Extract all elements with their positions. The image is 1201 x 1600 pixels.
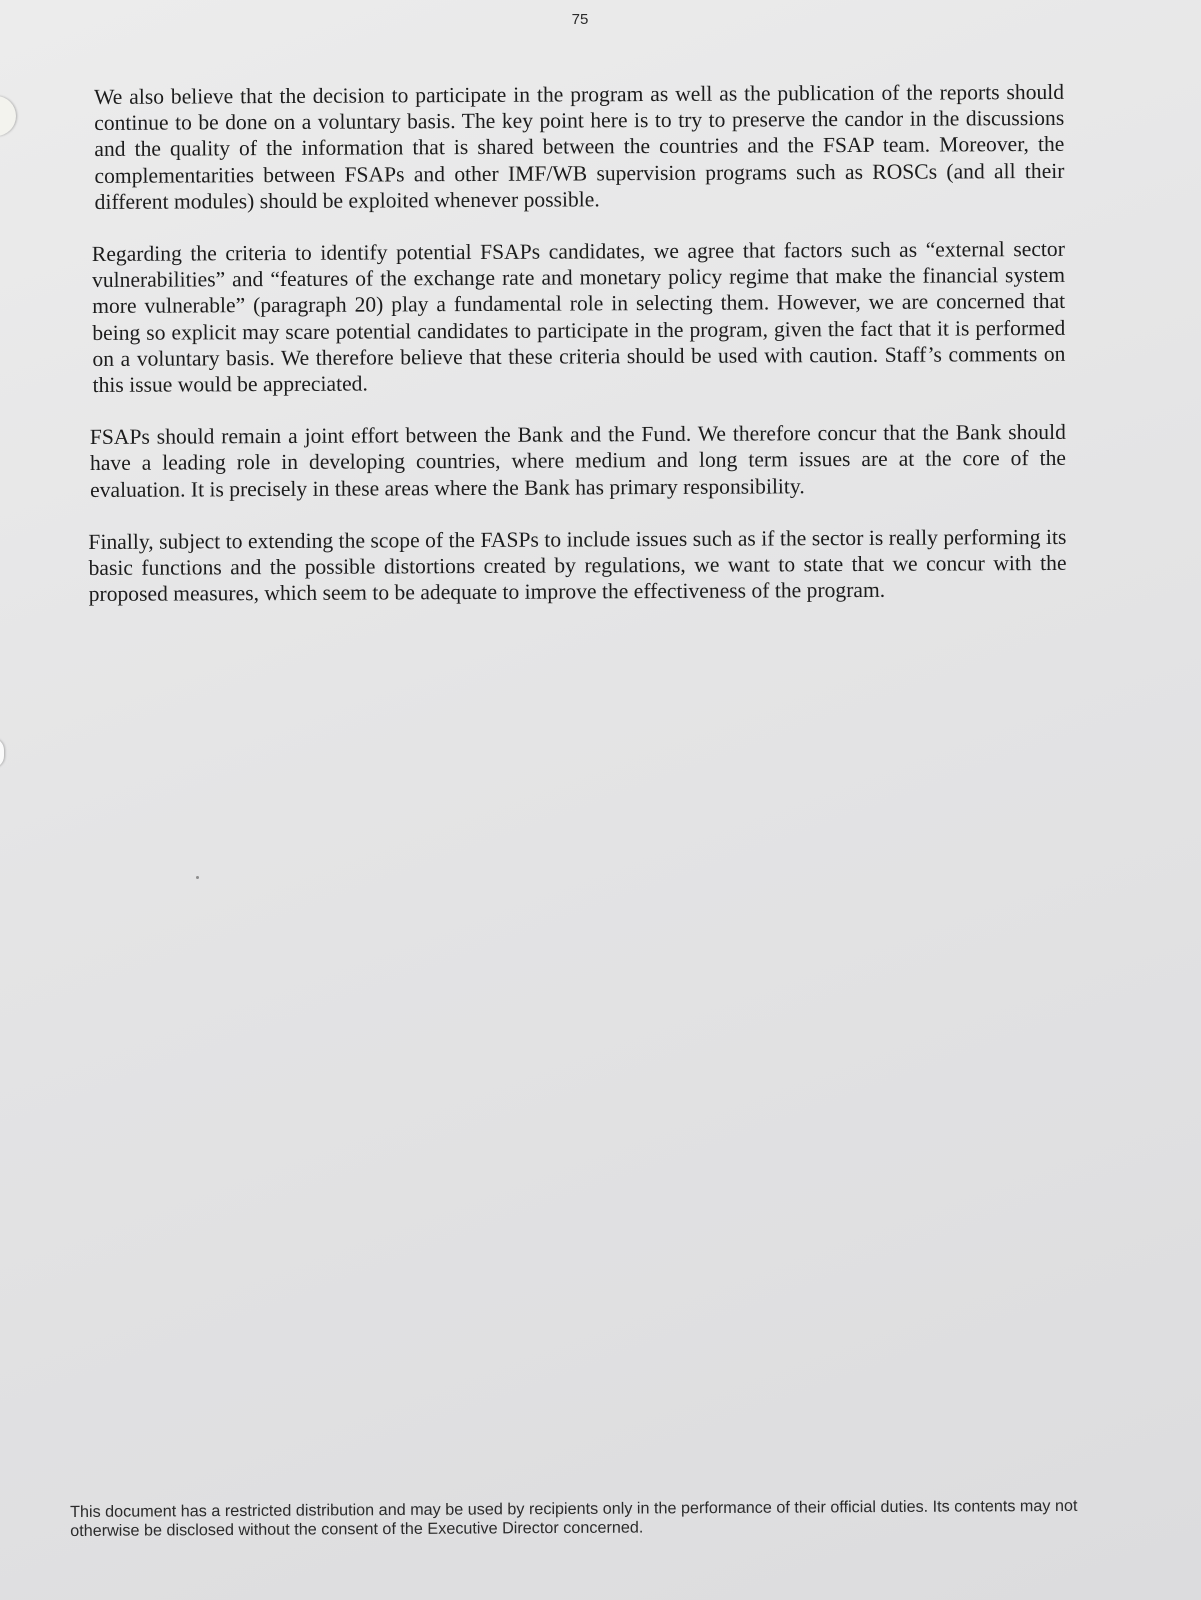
paragraph-voluntary-participation: We also believe that the decision to participate in the program as well as the publication of the reports should continue to be done on a voluntary basis. The key point here is to try to preserve the candor in the discussions and the quality of the information that is shared between the countries and the FSAP team. Moreover, the complementarities between FSAPs and other IMF/WB supervision programs such as ROSCs (and all their different modules) should be exploited whenever possible. <box>94 79 1065 214</box>
paragraph-conclusion: Finally, subject to extending the scope of the FASPs to include issues such as if the sector is really performing its basic functions and the possible distortions created by regulations, we want to state that we concur with the proposed measures, which seem to be adequate to improve the effectiveness of the program. <box>88 524 1067 607</box>
restricted-distribution-notice: This document has a restricted distribution and may be used by recipients only in the performance of their official duties. Its contents may not otherwise be disclosed without the consent of the Executive Director concerned. <box>70 1496 1078 1540</box>
paragraph-joint-effort: FSAPs should remain a joint effort between the Bank and the Fund. We therefore concur that the Bank should have a leading role in developing countries, where medium and long term issues are at the core of the evaluation. It is precisely in these areas where the Bank has primary responsibility. <box>89 420 1067 502</box>
binder-hole-top <box>0 96 16 136</box>
body-text <box>86 79 1067 634</box>
page-number: 75 <box>571 11 589 28</box>
paper-speck <box>196 876 199 879</box>
binder-hole-middle <box>0 738 4 768</box>
paragraph-candidate-criteria: Regarding the criteria to identify potential FSAPs candidates, we agree that factors such as “external sector vulnerabilities” and “features of the exchange rate and monetary policy regime that make the financial system more vulnerable” (paragraph 20) play a fundamental role in selecting them. However, we are concerned that being so explicit may scare potential candidates to participate in the program, given the fact that it is performed on a voluntary basis. We therefore believe that these criteria should be used with caution. Staff’s comments on this issue would be appreciated. <box>91 236 1066 398</box>
